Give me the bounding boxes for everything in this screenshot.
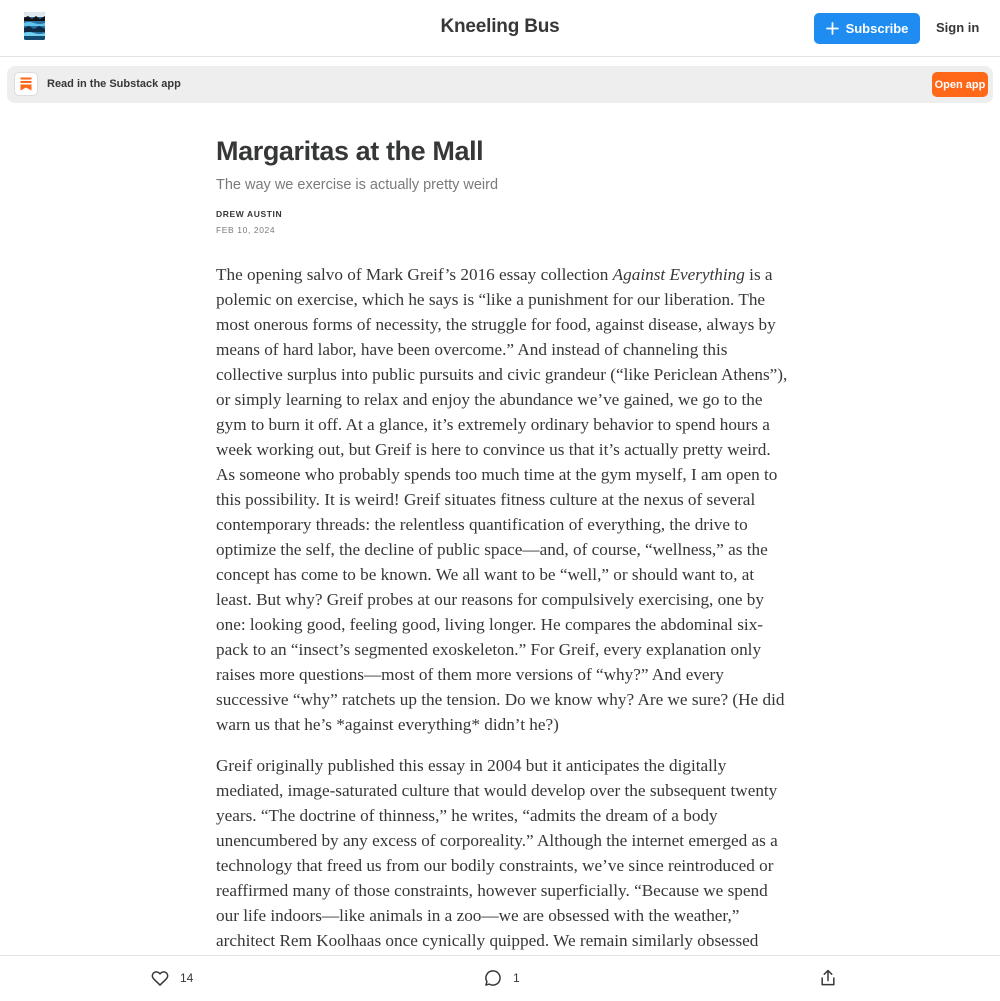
- book-title: Against Everything: [612, 265, 745, 284]
- top-navigation-bar: [0, 0, 1000, 57]
- like-count: 14: [180, 971, 194, 985]
- comment-count: 1: [513, 971, 520, 985]
- open-app-button[interactable]: Open app: [932, 72, 988, 97]
- author-name[interactable]: DREW AUSTIN: [216, 209, 283, 219]
- subscribe-label: Subscribe: [845, 21, 909, 36]
- post-header: [216, 134, 786, 235]
- post-date: FEB 10, 2024: [216, 225, 276, 235]
- share-button[interactable]: [818, 968, 838, 988]
- paragraph-2: Greif originally published this essay in 2004 but it anticipates the digitally mediated, image-saturated culture that would develop over the subsequent twenty years. “The doctrine of thinness,” he writes, “admits the dream of a body unencumbered by any excess of corporeality.” Although the internet emerged as a technology that freed us from our bodily constraints, we’ve since reintroduced or reaffirmed many of those constraints, however superficially. “Because we spend our life indoors—like animals in a zoo—we are obsessed with the weather,” architect Rem Koolhaas once cynically quipped. We remain similarly obsessed: [216, 756, 778, 950]
- post-body: [216, 262, 788, 969]
- post-subtitle: The way we exercise is actually pretty weird: [216, 177, 499, 193]
- paragraph-1-start: The opening salvo of Mark Greif’s 2016 essay collection: [216, 265, 613, 284]
- substack-icon: [14, 72, 38, 96]
- post-title: Margaritas at the Mall: [216, 136, 484, 166]
- like-button[interactable]: [150, 968, 193, 988]
- comment-button[interactable]: [483, 968, 520, 988]
- share-icon: [818, 968, 838, 988]
- subscribe-button[interactable]: [814, 13, 920, 44]
- plus-icon: [826, 22, 839, 35]
- paragraph-1: [216, 262, 788, 737]
- heart-icon: [150, 968, 170, 988]
- paragraph-1-rest: is a polemic on exercise, which he says is “like a punishment for our liberation. The most onerous forms of necessity, the struggle for food, against disease, always by means of hard labor, have been overcome.” And instead of channeling this collective surplus into public pursuits and civic grandeur (“like Periclean Athens”), or simply learning to relax and enjoy the abundance we’ve gained, we go to the gym to burn it off. At a glance, it’s extremely ordinary behavior to spend hours a week working out, but Greif is here to convince us that it’s actually pretty weird. As someone who probably spends too much time at the gym myself, I am open to this possibility. It is weird! Greif situates fitness culture at the nexus of several contemporary threads: the relentless quantification of everything, the drive to optimize the self, the decline of public space—and, of course, “wellness,” as the concept has come to be known. We all want to be “well,” or should want to, at least. But why? Greif probes at our reasons for compulsively exercising, one by one: looking good, feeling good, living longer. He compares the abdominal six-pack to an “insect’s segmented exoskeleton.” For Greif, every explanation only raises more questions—most of them more versions of “why?” And every successive “why” ratchets up the tension. Do we know why? Are we sure? (He did warn us that he’s *against everything* didn’t he?): [216, 265, 788, 734]
- sign-in-link[interactable]: Sign in: [936, 20, 980, 35]
- post-action-bar: [0, 955, 1000, 1001]
- site-title[interactable]: Kneeling Bus: [440, 16, 560, 37]
- app-banner-text: Read in the Substack app: [47, 78, 181, 90]
- comment-icon: [483, 968, 503, 988]
- app-banner: [7, 66, 993, 103]
